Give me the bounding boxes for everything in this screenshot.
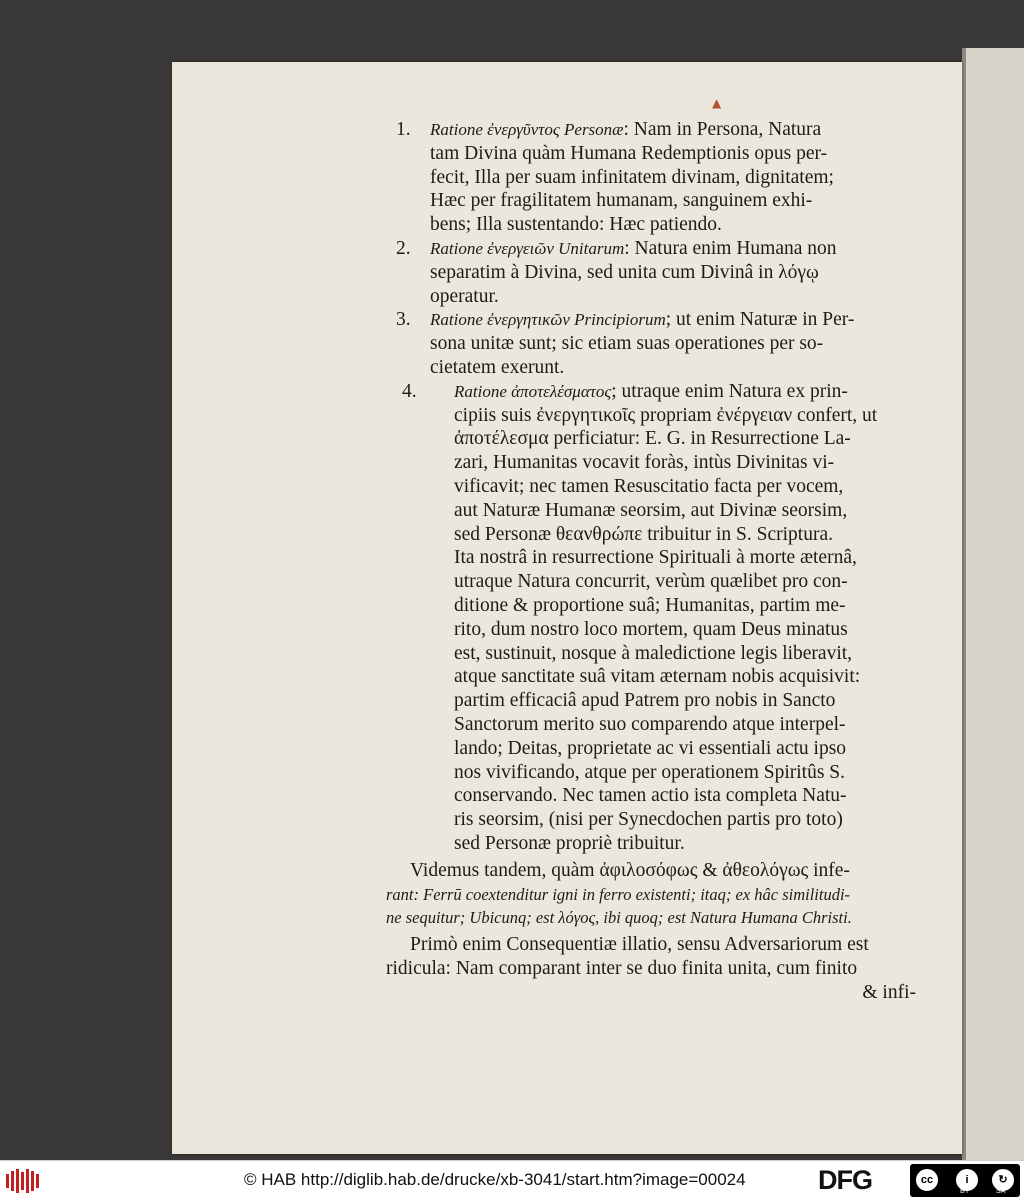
item-label: Ratione ἐνεργητικῶν Principiorum: [430, 310, 666, 330]
list-item: 2. Ratione ἐνεργειῶν Unitarum: Natura enim Humana non separatim à Divina, sed unita cum Divinâ in λόγῳ operatur.: [396, 237, 837, 307]
paragraph-italic-line: rant: Ferrū coextenditur igni in ferro existenti; itaq; ex hâc similitudi-: [386, 884, 851, 904]
item-label: Ratione ἐνεργειῶν Unitarum: [430, 238, 625, 258]
share-alike-icon: ↻: [990, 1167, 1016, 1193]
item-label: Ratione ἀποτελέσματος: [454, 381, 612, 401]
page-text: 1. Ratione ἐνεργῦντος Personæ: Nam in Persona, Natura tam Divina quàm Humana Redemptionis opus per- fecit, Illa per suam infinitatem divinam, dignitatem; Hæc per fragilitatem humanam, sanguinem exhi- bens; Illa sustentando: Hæc patiendo. 2. Ratione ἐνεργειῶν Unitarum: Natura enim Humana non separatim à Divina, sed unita cum Divinâ in λόγῳ operatur. 3. Ratione ἐνεργητικῶν Principiorum; ut enim Naturæ in Per- sona unitæ sunt; sic etiam suas operationes per so- cietatem exerunt. 4. Ratione ἀποτελέσματος; utraque enim Natura ex prin- cipiis suis ἐνεργητικοῖς propriam ἐνέργειαν confert, ut ἀποτέλεσμα perficiatur: E. G. in Resurrectione La- zari, Humanitas vocavit foràs, intùs Divinitas vi- vificavit; nec tamen Resuscitatio facta per vocem, aut Naturæ Humanæ seorsim, aut Divinæ seorsim, sed Personæ θεανθρώπε tribuitur in S. Scriptura. Ita nostrâ in resurrectione Spirituali à morte æternâ, utraque Natura concurrit, verùm quælibet pro con- ditione & proportione suâ; Humanitas, partim me- rito, dum nostro loco mortem, quam Deus minatus est, sustinuit, nosque à maledictione legis liberavit, atque sanctitate suâ vitam æternam nobis acquisivit: partim efficaciâ apud Patrem pro nobis in Sancto Sanctorum merito suo comparendo atque interpel- lando; Deitas, proprietate ac vi essentiali actu ipso nos vivificando, atque per operationem Spiritûs S. conservando. Nec tamen actio ista completa Natu- ris seorsim, (nisi per Synecdochen partis pro toto) sed Personæ propriè tribuitur. Videmus tandem, quàm ἀφιλοσόφως & ἀθεολόγως infe- rant: Ferrū coextenditur igni in ferro existenti; itaq; ex hâc similitudi- ne sequitur; Ubicunq; est λόγος, ibi quoq; est Natura Humana Christi. Primò enim Consequentiæ illatio, sensu Adversariorum est ridicula: Nam comparant inter se duo finita unita, cum finito & infi-: [386, 119, 916, 1003]
item-number: 4.: [402, 380, 417, 402]
cc-sa-label: SA: [996, 1188, 1006, 1195]
cc-by-label: BY: [960, 1188, 970, 1195]
item-number: 1.: [396, 119, 411, 140]
ink-mark: ▲: [712, 96, 722, 110]
attribution-icon: i: [954, 1167, 980, 1193]
paragraph-italic-line: ne sequitur; Ubicunq; est λόγος, ibi quoq; est Natura Humana Christi.: [386, 908, 852, 928]
cc-icon: cc: [914, 1167, 940, 1193]
adjacent-page-edge: [962, 48, 1024, 1160]
source-link[interactable]: © HAB http://diglib.hab.de/drucke/xb-3041/start.htm?image=00024: [244, 1170, 746, 1189]
paragraph: Primò enim Consequentiæ illatio, sensu Adversariorum est: [410, 934, 869, 956]
cc-license-badge[interactable]: [910, 1164, 1020, 1197]
viewer-footer: [0, 1160, 1024, 1200]
list-item: 3. Ratione ἐνεργητικῶν Principiorum; ut enim Naturæ in Per- sona unitæ sunt; sic etiam suas operationes per so- cietatem exerunt.: [396, 309, 855, 378]
paragraph: Videmus tandem, quàm ἀφιλοσόφως & ἀθεολόγως infe-: [410, 859, 850, 881]
item-number: 3.: [396, 309, 411, 331]
item-label: Ratione ἐνεργῦντος Personæ: [430, 120, 624, 139]
hab-logo-icon: [6, 1168, 44, 1194]
list-item: 4. Ratione ἀποτελέσματος; utraque enim Natura ex prin- cipiis suis ἐνεργητικοῖς propriam ἐνέργειαν confert, ut ἀποτέλεσμα perficiatur: E. G. in Resurrectione La- zari, Humanitas vocavit foràs, intùs Divinitas vi- vificavit; nec tamen Resuscitatio facta per vocem, aut Naturæ Humanæ seorsim, aut Divinæ seorsim, sed Personæ θεανθρώπε tribuitur in S. Scriptura. Ita nostrâ in resurrectione Spirituali à morte æternâ, utraque Natura concurrit, verùm quælibet pro con- ditione & proportione suâ; Humanitas, partim me- rito, dum nostro loco mortem, quam Deus minatus est, sustinuit, nosque à maledictione legis liberavit, atque sanctitate suâ vitam æternam nobis acquisivit: partim efficaciâ apud Patrem pro nobis in Sancto Sanctorum merito suo comparendo atque interpel- lando; Deitas, proprietate ac vi essentiali actu ipso nos vivificando, atque per operationem Spiritûs S. conservando. Nec tamen actio ista completa Natu- ris seorsim, (nisi per Synecdochen partis pro toto) sed Personæ propriè tribuitur.: [402, 380, 878, 854]
item-number: 2.: [396, 237, 411, 259]
list-item: 1. Ratione ἐνεργῦντος Personæ: Nam in Persona, Natura tam Divina quàm Humana Redemptionis opus per- fecit, Illa per suam infinitatem divinam, dignitatem; Hæc per fragilitatem humanam, sanguinem exhi- bens; Illa sustentando: Hæc patiendo.: [396, 119, 834, 236]
catchword: & infi-: [862, 981, 916, 1003]
dfg-logo: DFG: [818, 1165, 872, 1195]
